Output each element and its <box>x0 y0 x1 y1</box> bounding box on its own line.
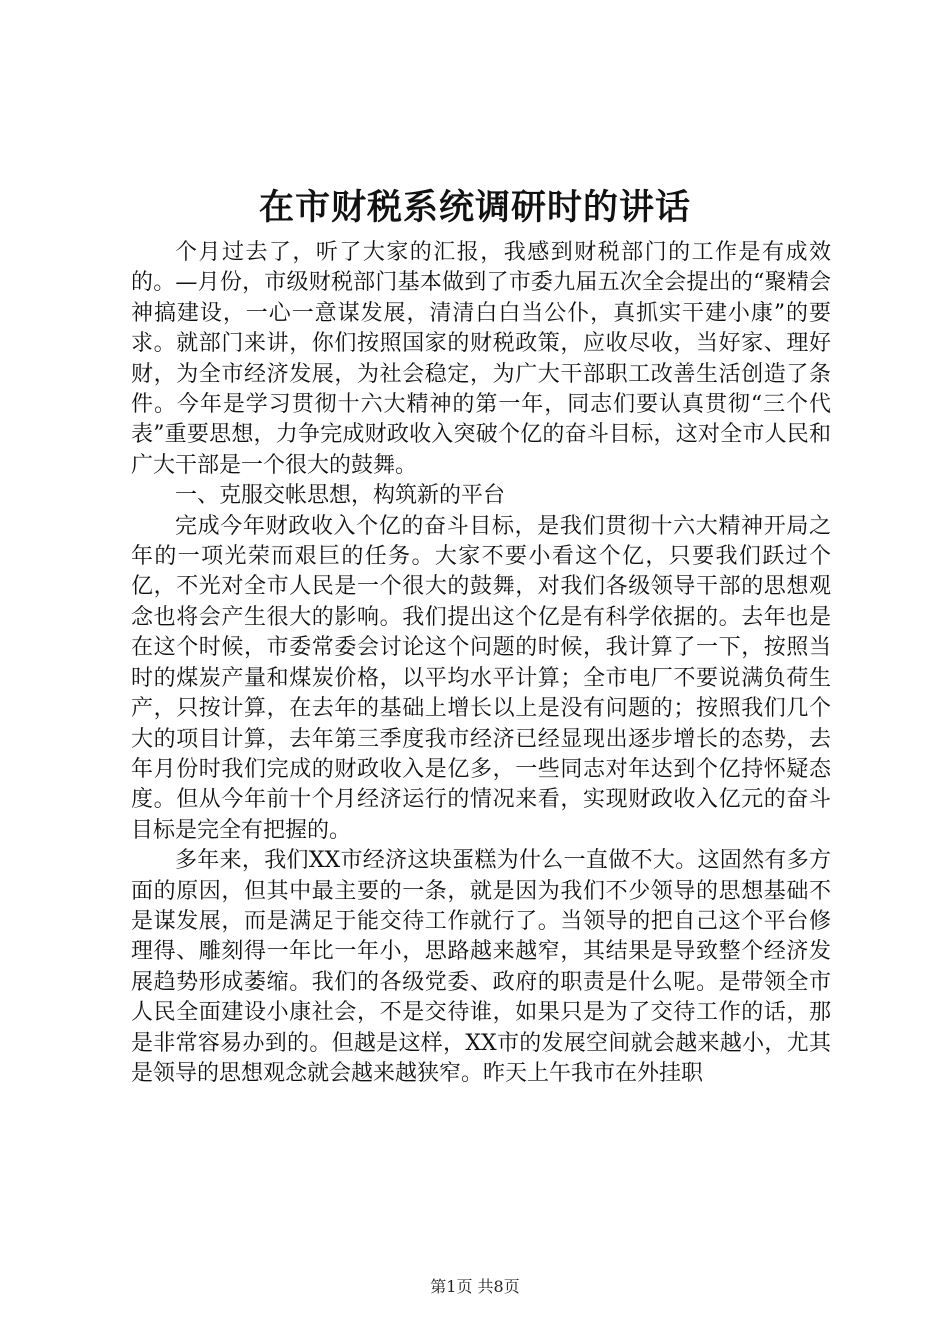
page-footer: 第1页 共8页 <box>430 1277 520 1296</box>
paragraph-2: 完成今年财政收入个亿的奋斗目标，是我们贯彻十六大精神开局之年的一项光荣而艰巨的任务。大家不要小看这个亿，只要我们跃过个亿，不光对全市人民是一个很大的鼓舞，对我们各级领导干部的思想观念也将会产生很大的影响。我们提出这个亿是有科学依据的。去年也是在这个时候，市委常委会讨论这个问题的时候，我计算了一下，按照当时的煤炭产量和煤炭价格，以平均水平计算；全市电厂不要说满负荷生产，只按计算，在去年的基础上增长以上是没有问题的；按照我们几个大的项目计算，去年第三季度我市经济已经显现出逐步增长的态势，去年月份时我们完成的财政收入是亿多，一些同志对年达到个亿持怀疑态度。但从今年前十个月经济运行的情况来看，实现财政收入亿元的奋斗目标是完全有把握的。 <box>131 513 831 843</box>
section-heading-1: 一、克服交帐思想，构筑新的平台 <box>175 483 506 509</box>
document-title: 在市财税系统调研时的讲话 <box>258 187 691 228</box>
paragraph-1: 个月过去了，听了大家的汇报，我感到财税部门的工作是有成效的。—月份，市级财税部门基本做到了市委九届五次全会提出的“聚精会神搞建设，一心一意谋发展，清清白白当公仆，真抓实干建小康”的要求。就部门来讲，你们按照国家的财税政策，应收尽收，当好家、理好财，为全市经济发展，为社会稳定，为广大干部职工改善生活创造了条件。今年是学习贯彻十六大精神的第一年，同志们要认真贯彻“三个代表”重要思想，力争完成财政收入突破个亿的奋斗目标，这对全市人民和广大干部是一个很大的鼓舞。 <box>131 240 831 478</box>
document-body <box>131 238 831 1089</box>
paragraph-3: 多年来，我们XX市经济这块蛋糕为什么一直做不大。这固然有多方面的原因，但其中最主要的一条，就是因为我们不少领导的思想基础不是谋发展，而是满足于能交待工作就行了。当领导的把自己这个平台修理得、雕刻得一年比一年小，思路越来越窄，其结果是导致整个经济发展趋势形成萎缩。我们的各级党委、政府的职责是什么呢。是带领全市人民全面建设小康社会，不是交待谁，如果只是为了交待工作的话，那是非常容易办到的。但越是这样，XX市的发展空间就会越来越小，尤其是领导的思想观念就会越来越狭窄。昨天上午我市在外挂职 <box>131 848 831 1086</box>
